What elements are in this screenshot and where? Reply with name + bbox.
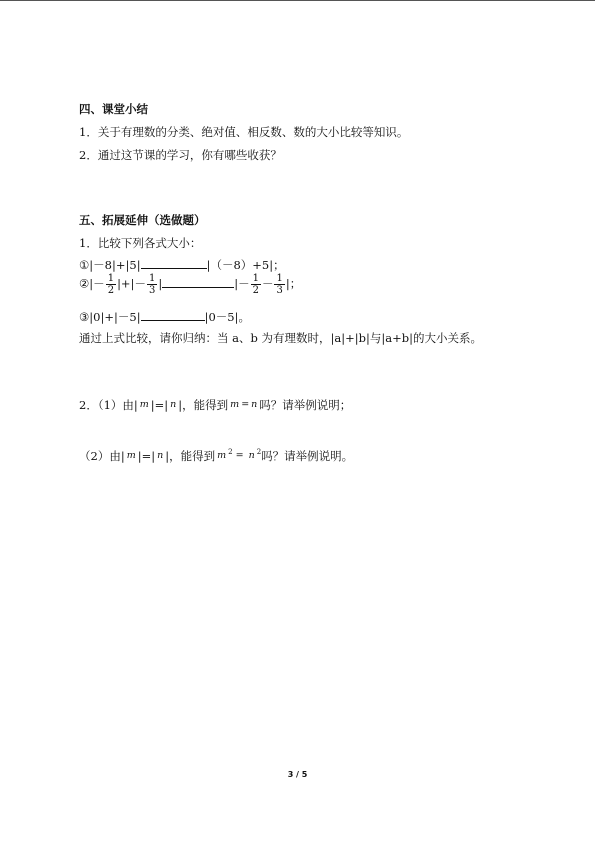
section4-item2: 2．通过这节课的学习，你有哪些收获？: [79, 148, 282, 162]
q2b-mid: |，能得到: [165, 449, 216, 463]
fraction-denominator: 2: [107, 285, 115, 296]
question1b: [79, 273, 301, 296]
var-m: m: [217, 450, 227, 461]
fraction-numerator: 1: [252, 273, 259, 284]
fraction-denominator: 2: [252, 285, 259, 296]
fraction: [106, 273, 116, 296]
q2b-eq2: =: [232, 450, 247, 461]
q1b-mid: |+|－: [117, 276, 146, 291]
var-m: m: [139, 399, 149, 410]
var-m: m: [126, 450, 136, 461]
q1b-after-blank: |－: [234, 276, 250, 291]
question2a: [79, 398, 351, 412]
fraction: [147, 273, 157, 296]
q1c-right: |0－5|。: [204, 310, 250, 324]
question1a: [79, 257, 285, 272]
answer-blank[interactable]: [162, 276, 234, 288]
q1b-mid2: |: [158, 276, 163, 291]
q2a-prefix: 2．（1）由|: [79, 398, 138, 412]
fraction-denominator: 3: [148, 285, 156, 296]
fraction-denominator: 3: [276, 285, 283, 296]
var-n: n: [251, 399, 258, 410]
exponent: 2: [256, 448, 262, 456]
section4-heading: 四、课堂小结: [79, 102, 148, 116]
page-number: 3 / 5: [287, 770, 308, 779]
fraction: [251, 273, 261, 296]
q1a-right: |（－8）+5|；: [206, 258, 285, 272]
q1c-left: ③|0|+|－5|: [79, 310, 141, 324]
q1a-left: ①|－8|+|5|: [79, 258, 141, 272]
fraction: [274, 273, 284, 296]
answer-blank[interactable]: [141, 257, 207, 269]
fraction-numerator: 1: [148, 273, 156, 284]
q2a-end: 吗？请举例说明；: [259, 398, 352, 412]
q2a-mid: |，能得到: [178, 398, 229, 412]
fraction-numerator: 1: [107, 273, 115, 284]
q2a-eq2: =: [241, 399, 250, 410]
exponent: 2: [228, 448, 233, 456]
question1-title: 1．比较下列各式大小：: [79, 236, 202, 250]
question1-summary: 通过上式比较，请你归纳：当 a、b 为有理数时，|a|+|b|与|a+b|的大小关系。: [79, 331, 482, 345]
question2b: [79, 445, 353, 463]
q1b-prefix: ②|－: [79, 276, 105, 291]
section5-heading: 五、拓展延伸（选做题）: [79, 213, 206, 227]
var-m: m: [230, 399, 240, 410]
q2b-eq: |=|: [137, 449, 156, 463]
section4-item1: 1．关于有理数的分类、绝对值、相反数、数的大小比较等知识。: [79, 125, 409, 139]
top-border-line: [0, 0, 595, 1]
q2b-end: 吗？请举例说明。: [261, 449, 354, 463]
q2a-eq: |=|: [150, 398, 169, 412]
var-n: n: [157, 450, 164, 461]
question1c: [79, 309, 250, 324]
q1b-minus: －: [261, 276, 274, 291]
answer-blank[interactable]: [141, 309, 205, 321]
q2b-prefix: （2）由|: [79, 449, 125, 463]
var-n: n: [248, 450, 255, 461]
q1b-end: |；: [285, 276, 302, 291]
var-n: n: [170, 399, 177, 410]
fraction-numerator: 1: [276, 273, 283, 284]
